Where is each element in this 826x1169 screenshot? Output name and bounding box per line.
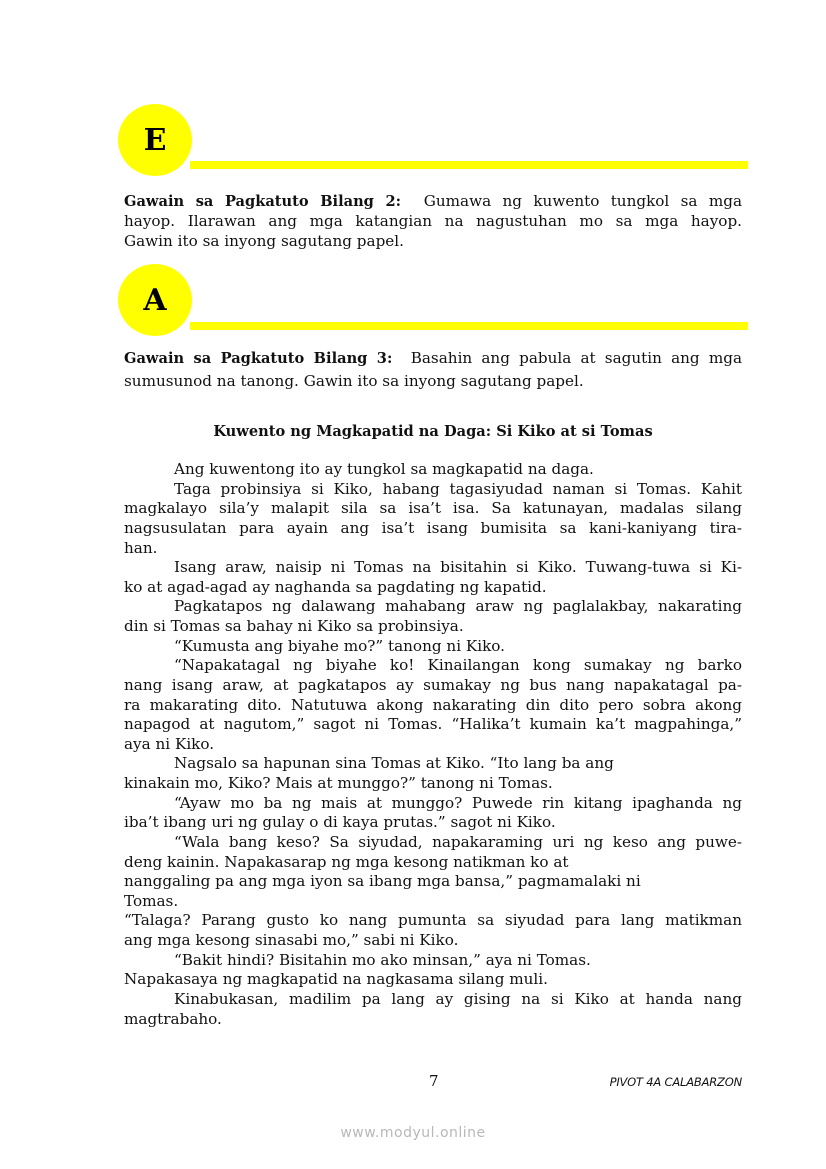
section-e-divider xyxy=(190,161,748,169)
story-line: “Bakit hindi? Bisitahin mo ako minsan,” aya ni Tomas. xyxy=(174,950,591,969)
section-e-instructions xyxy=(124,191,742,251)
story-line: kinakain mo, Kiko? Mais at munggo?” tanong ni Tomas. xyxy=(124,774,553,792)
story-line: Isang araw, naisip ni Tomas na bisitahin si Kiko. Tuwang-tuwa si Ki- xyxy=(174,558,742,577)
instruction-text: Basahin ang pabula at sagutin ang mga xyxy=(410,349,742,367)
story-title: Kuwento ng Magkapatid na Daga: Si Kiko at si Tomas xyxy=(213,423,653,440)
section-a-letter: A xyxy=(143,282,167,318)
instruction-text: Gumawa ng kuwento tungkol sa mga xyxy=(423,192,743,210)
story-line: Ang kuwentong ito ay tungkol sa magkapatid na daga. xyxy=(174,460,594,478)
story-line: Nagsalo sa hapunan sina Tomas at Kiko. “Ito lang ba ang xyxy=(174,754,614,773)
section-e-badge xyxy=(118,104,192,176)
section-a-badge xyxy=(118,264,192,336)
story-line: “Napakatagal ng biyahe ko! Kinailangan kong sumakay ng barko xyxy=(174,656,742,675)
story-line: “Kumusta ang biyahe mo?” tanong ni Kiko. xyxy=(174,636,505,655)
story-line: magtrabaho. xyxy=(124,1009,222,1028)
story-line: nanggaling pa ang mga iyon sa ibang mga bansa,” pagmamalaki ni xyxy=(124,872,641,891)
instruction-line xyxy=(124,347,742,370)
story-line: aya ni Kiko. xyxy=(124,734,215,753)
story-line: Tomas. xyxy=(124,891,179,910)
footer-series: PIVOT 4A CALABARZON xyxy=(609,1075,742,1089)
story-line: Taga probinsiya si Kiko, habang tagasiyudad naman si Tomas. Kahit xyxy=(174,479,742,498)
section-a-divider xyxy=(190,322,748,330)
instruction-line: hayop. Ilarawan ang mga katangian na nagustuhan mo sa mga hayop. xyxy=(124,212,742,230)
instruction-line: Gawin ito sa inyong sagutang papel. xyxy=(124,232,404,250)
section-e-letter: E xyxy=(143,122,167,158)
story-line: napagod at nagutom,” sagot ni Tomas. “Halika’t kumain ka’t magpahinga,” xyxy=(124,715,742,734)
story-line: deng kainin. Napakasarap ng mga kesong natikman ko at xyxy=(124,852,569,871)
story-line: iba’t ibang uri ng gulay o di kaya prutas.” sagot ni Kiko. xyxy=(124,813,556,832)
story-line: “Talaga? Parang gusto ko nang pumunta sa siyudad para lang matikman xyxy=(124,911,742,930)
instruction-line: sumusunod na tanong. Gawin ito sa inyong sagutang papel. xyxy=(124,372,584,390)
story-line: Napakasaya ng magkapatid na nagkasama silang muli. xyxy=(124,970,548,989)
story-line: Kinabukasan, madilim pa lang ay gising na si Kiko at handa nang xyxy=(174,989,742,1008)
story-line: Pagkatapos ng dalawang mahabang araw ng paglalakbay, nakarating xyxy=(174,597,742,616)
story-line: ang mga kesong sinasabi mo,” sabi ni Kiko. xyxy=(124,931,459,949)
story-line: ko at agad-agad ay naghanda sa pagdating ng kapatid. xyxy=(124,577,547,596)
story-line: han. xyxy=(124,538,158,557)
page-number: 7 xyxy=(429,1072,439,1090)
story-line: magkalayo sila’y malapit sila sa isa’t isa. Sa katunayan, madalas silang xyxy=(124,499,742,518)
story-line: “Wala bang keso? Sa siyudad, napakaraming uri ng keso ang puwe- xyxy=(174,832,742,851)
section-a-instructions xyxy=(124,347,742,393)
task-label: Gawain sa Pagkatuto Bilang 2: xyxy=(124,193,402,210)
story-line: din si Tomas sa bahay ni Kiko sa probinsiya. xyxy=(124,617,464,635)
watermark: www.modyul.online xyxy=(340,1125,486,1141)
story-line: ra makarating dito. Natutuwa akong nakarating din dito pero sobra akong xyxy=(124,695,742,714)
story-line: nang isang araw, at pagkatapos ay sumakay ng bus nang napakatagal pa- xyxy=(124,675,742,694)
instruction-line xyxy=(124,191,742,211)
story-line: nagsusulatan para ayain ang isa’t isang bumisita sa kani-kaniyang tira- xyxy=(124,518,742,537)
story-body xyxy=(124,460,742,1029)
task-label: Gawain sa Pagkatuto Bilang 3: xyxy=(124,350,393,367)
story-line: “Ayaw mo ba ng mais at munggo? Puwede rin kitang ipaghanda ng xyxy=(174,793,742,812)
